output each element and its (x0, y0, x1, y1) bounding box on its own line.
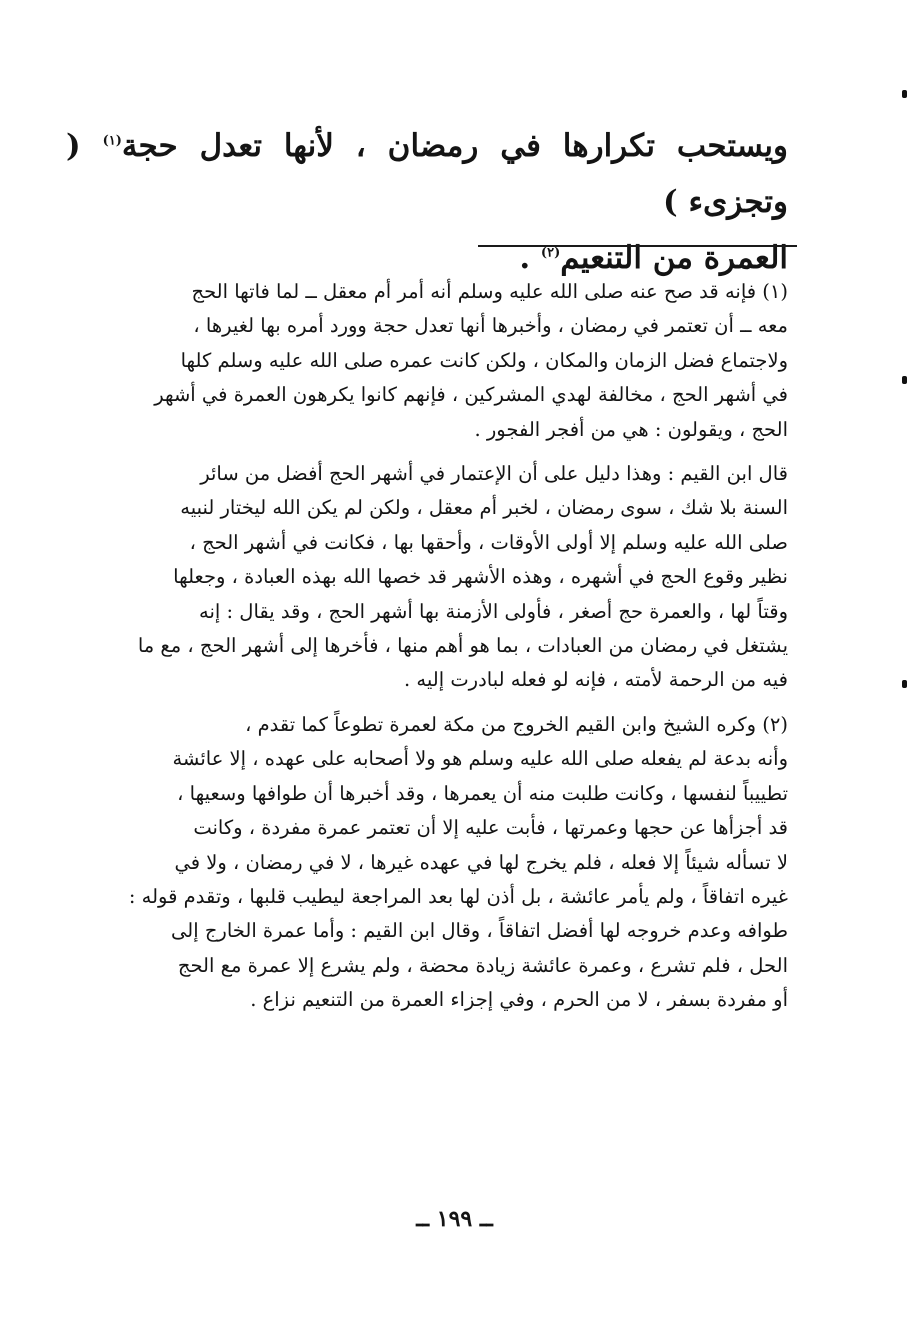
margin-mark (902, 376, 907, 384)
footnote-line: في أشهر الحج ، مخالفة لهدي المشركين ، فإنهم كانوا يكرهون العمرة في أشهر (154, 383, 788, 407)
main-line-1 (66, 118, 788, 230)
footnote-line: يشتغل في رمضان من العبادات ، بما هو أهم منها ، فأخرها إلى أشهر الحج ، مع ما (137, 634, 788, 658)
footnote-line: غيره اتفاقاً ، ولم يأمر عائشة ، بل أذن لها بعد المراجعة ليطيب قلبها ، وتقدم قوله : (128, 884, 788, 908)
footnote-line: معه ــ أن تعتمر في رمضان ، وأخبرها أنها تعدل حجة وورد أمره بها لغيرها ، (193, 314, 788, 338)
footnote-line: السنة بلا شك ، سوى رمضان ، لخبر أم معقل ، ولكن لم يكن الله ليختار لنبيه (180, 496, 788, 520)
footnote-separator (478, 245, 797, 247)
footnote-1-continuation (70, 457, 788, 698)
footnote-line: تطييباً لنفسها ، وكانت طلبت منه أن يعمرها ، وقد أخبرها أن طوافها وسعيها ، (177, 781, 788, 805)
footnote-line: قد أجزأها عن حجها وعمرتها ، فأبت عليه إلا أن تعتمر عمرة مفردة ، وكانت (193, 816, 788, 840)
main-line-2-tail: . (519, 240, 531, 276)
footnote-ref-2: (٢) (540, 245, 561, 261)
page-number: ــ ١٩٩ ــ (416, 1206, 493, 1232)
footnote-line: لا تسأله شيئاً إلا فعله ، فلم يخرج لها في عهده غيرها ، لا في رمضان ، ولا في (174, 850, 788, 874)
footnote-line: الحل ، فلم تشرع ، وعمرة عائشة زيادة محضة ، ولم يشرع إلا عمرة مع الحج (177, 953, 788, 977)
margin-mark (902, 680, 907, 688)
footnote-line: وقتاً لها ، والعمرة حج أصغر ، فأولى الأزمنة بها أشهر الحج ، وقد يقال : إنه (199, 599, 788, 623)
footnote-line: طوافه وعدم خروجه لها أفضل اتفاقاً ، وقال ابن القيم : وأما عمرة الخارج إلى (171, 919, 788, 943)
footnote-line: فيه من الرحمة لأمته ، فإنه لو فعله لبادرت إليه . (404, 668, 788, 692)
footnote-line: ولاجتماع فضل الزمان والمكان ، ولكن كانت عمره صلى الله عليه وسلم كلها (180, 348, 788, 372)
footnote-2 (70, 708, 788, 1018)
footnote-line: وأنه بدعة لم يفعله صلى الله عليه وسلم هو ولا أصحابه على عهده ، إلا عائشة (172, 747, 788, 771)
footnotes (70, 275, 788, 1028)
footnote-line: أو مفردة بسفر ، لا من الحرم ، وفي إجزاء العمرة من التنعيم نزاع . (250, 988, 788, 1012)
footnote-line: (٢) وكره الشيخ وابن القيم الخروج من مكة لعمرة تطوعاً كما تقدم ، (245, 712, 788, 736)
footnote-1 (70, 275, 788, 447)
margin-mark (902, 90, 907, 98)
main-line-1-text: ويستحب تكرارها في رمضان ، لأنها تعدل حجة (121, 128, 788, 164)
main-line-1-tail: ( وتجزىء ) (66, 128, 788, 220)
footnote-line: (١) فإنه قد صح عنه صلى الله عليه وسلم أنه أمر أم معقل ــ لما فاتها الحج (191, 280, 788, 303)
footnote-line: الحج ، ويقولون : هي من أفجر الفجور . (474, 417, 788, 441)
footnote-line: قال ابن القيم : وهذا دليل على أن الإعتمار في أشهر الحج أفضل من سائر (200, 462, 788, 486)
main-line-2-text: العمرة من التنعيم (560, 240, 788, 276)
main-text (66, 118, 788, 286)
footnote-ref-1: (١) (102, 133, 122, 149)
footnote-line: نظير وقوع الحج في أشهره ، وهذه الأشهر قد خصها الله بهذه العبادة ، وجعلها (173, 565, 788, 589)
footnote-line: صلى الله عليه وسلم إلا أولى الأوقات ، وأحقها بها ، فكانت في أشهر الحج ، (189, 530, 788, 554)
